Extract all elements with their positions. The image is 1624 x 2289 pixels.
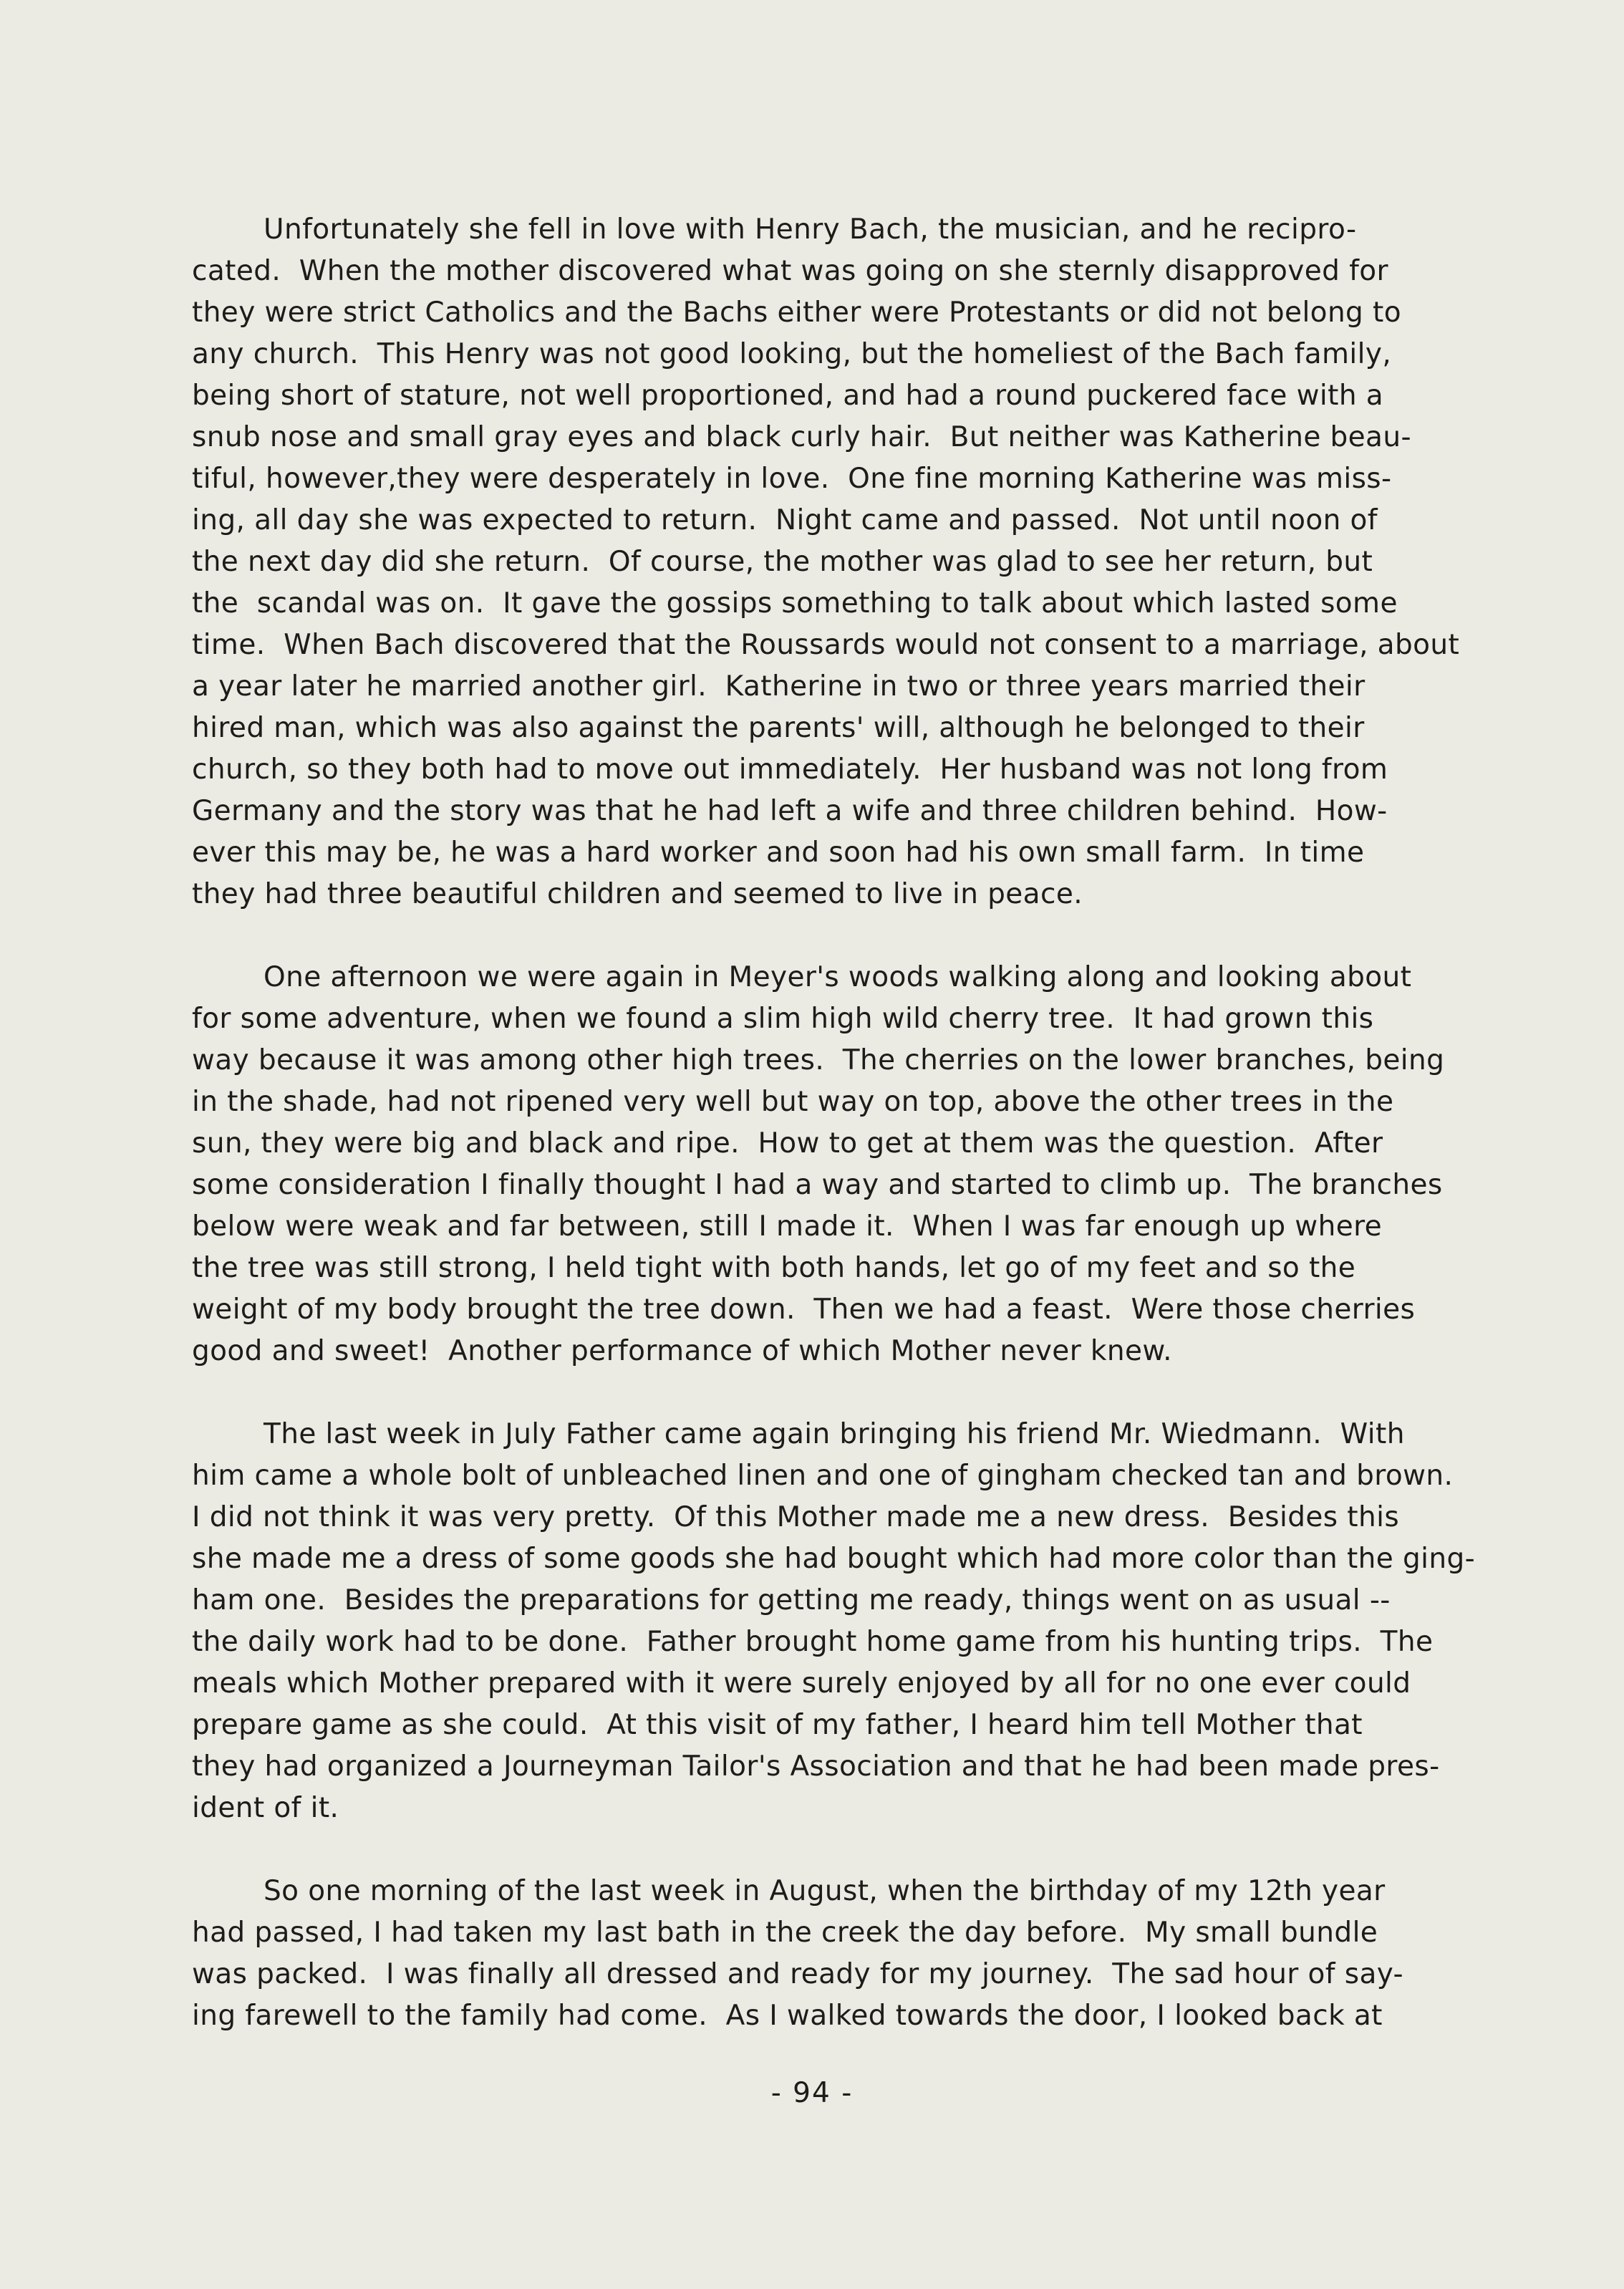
text-line: hired man, which was also against the parents' will, although he belonged to their — [192, 712, 1365, 744]
text-line: she made me a dress of some goods she had bought which had more color than the ging- — [192, 1543, 1476, 1575]
text-line: the tree was still strong, I held tight with both hands, let go of my feet and so the — [192, 1252, 1356, 1284]
text-line: ing, all day she was expected to return. Night came and passed. Not until noon of — [192, 504, 1378, 536]
text-line: had passed, I had taken my last bath in the creek the day before. My small bundle — [192, 1917, 1378, 1949]
paragraph — [192, 957, 1567, 1372]
body-text — [192, 209, 1567, 2037]
text-line: way because it was among other high trees. The cherries on the lower branches, being — [192, 1044, 1445, 1076]
text-line: One afternoon we were again in Meyer's woods walking along and looking about — [264, 961, 1412, 993]
text-line: time. When Bach discovered that the Roussards would not consent to a marriage, about — [192, 629, 1460, 661]
text-line: was packed. I was finally all dressed and ready for my journey. The sad hour of say- — [192, 1958, 1404, 1990]
text-line: being short of stature, not well proportioned, and had a round puckered face with a — [192, 380, 1384, 412]
text-line: Germany and the story was that he had left a wife and three children behind. How- — [192, 795, 1388, 827]
text-line: they had three beautiful children and seemed to live in peace. — [192, 878, 1083, 910]
text-line: the next day did she return. Of course, the mother was glad to see her return, but — [192, 546, 1373, 578]
text-line: The last week in July Father came again bringing his friend Mr. Wiedmann. With — [264, 1418, 1405, 1450]
text-line: sun, they were big and black and ripe. How to get at them was the question. After — [192, 1127, 1383, 1160]
text-line: below were weak and far between, still I made it. When I was far enough up where — [192, 1210, 1383, 1243]
text-line: meals which Mother prepared with it were surely enjoyed by all for no one ever could — [192, 1667, 1411, 1700]
text-line: him came a whole bolt of unbleached linen and one of gingham checked tan and brown. — [192, 1460, 1454, 1492]
text-line: cated. When the mother discovered what was going on she sternly disapproved for — [192, 255, 1388, 287]
paragraph — [192, 1871, 1567, 2037]
text-line: ham one. Besides the preparations for getting me ready, things went on as usual -- — [192, 1584, 1391, 1616]
text-line: tiful, however,they were desperately in love. One fine morning Katherine was miss- — [192, 463, 1392, 495]
text-line: snub nose and small gray eyes and black curly hair. But neither was Katherine beau- — [192, 421, 1411, 453]
text-line: the daily work had to be done. Father brought home game from his hunting trips. The — [192, 1626, 1434, 1658]
text-line: Unfortunately she fell in love with Henry Bach, the musician, and he recipro- — [264, 213, 1357, 246]
text-line: prepare game as she could. At this visit of my father, I heard him tell Mother that — [192, 1709, 1363, 1741]
text-line: they had organized a Journeyman Tailor's Association and that he had been made pres- — [192, 1750, 1440, 1783]
text-line: ing farewell to the family had come. As I walked towards the door, I looked back at — [192, 2000, 1383, 2032]
text-line: they were strict Catholics and the Bachs either were Protestants or did not belong to — [192, 297, 1401, 329]
text-line: church, so they both had to move out immediately. Her husband was not long from — [192, 753, 1388, 786]
paragraph-gap — [192, 915, 1567, 957]
text-line: in the shade, had not ripened very well but way on top, above the other trees in the — [192, 1086, 1394, 1118]
paragraph — [192, 1414, 1567, 1829]
paragraph-gap — [192, 1829, 1567, 1871]
text-line: I did not think it was very pretty. Of this Mother made me a new dress. Besides this — [192, 1501, 1400, 1533]
text-line: any church. This Henry was not good looking, but the homeliest of the Bach family, — [192, 338, 1392, 370]
text-line: ident of it. — [192, 1792, 339, 1824]
paragraph-gap — [192, 1372, 1567, 1414]
text-line: So one morning of the last week in August, when the birthday of my 12th year — [264, 1875, 1386, 1907]
text-line: some consideration I finally thought I had a way and started to climb up. The branches — [192, 1169, 1443, 1201]
text-line: a year later he married another girl. Katherine in two or three years married their — [192, 670, 1366, 703]
text-line: weight of my body brought the tree down. Then we had a feast. Were those cherries — [192, 1293, 1416, 1326]
paragraph — [192, 209, 1567, 915]
page-number: - 94 - — [770, 2077, 854, 2109]
text-line: the scandal was on. It gave the gossips something to talk about which lasted some — [192, 587, 1398, 620]
text-line: ever this may be, he was a hard worker and soon had his own small farm. In time — [192, 837, 1365, 869]
text-line: good and sweet! Another performance of which Mother never knew. — [192, 1335, 1172, 1367]
text-line: for some adventure, when we found a slim high wild cherry tree. It had grown this — [192, 1003, 1374, 1035]
